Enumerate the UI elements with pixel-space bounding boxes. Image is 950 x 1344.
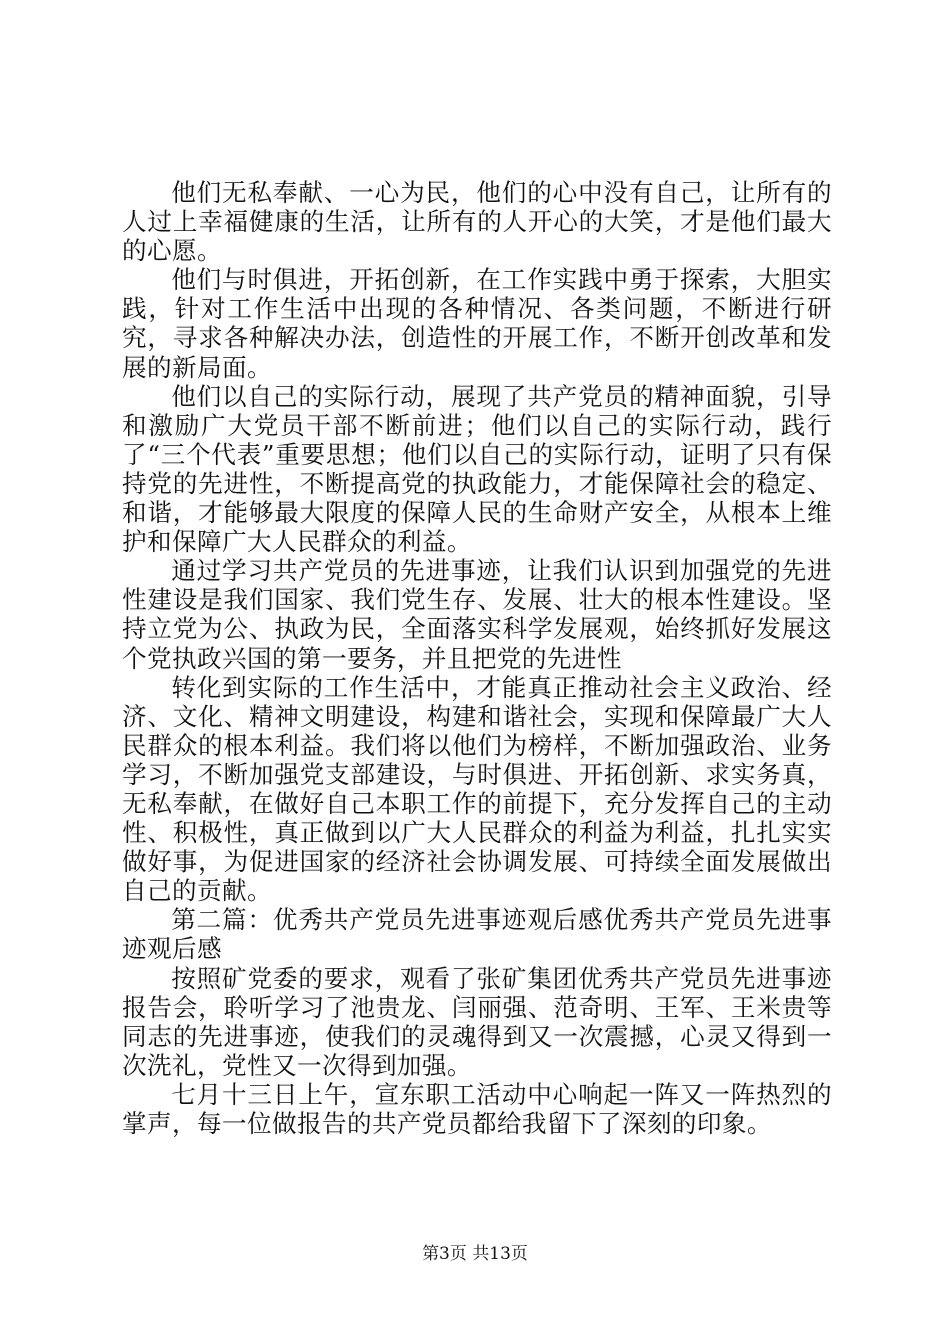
paragraph-3: 他们以自己的实际行动，展现了共产党员的精神面貌，引导和激励广大党员干部不断前进；他们以自己的实际行动，践行了“三个代表”重要思想；他们以自己的实际行动，证明了只有保持党的先进性，不断提高党的执政能力，才能保障社会的稳定、和谐，才能够最大限度的保障人民的生命财产安全，从根本上维护和保障广大人民群众的利益。	[122, 381, 832, 557]
page-number-footer: 第3页 共13页	[422, 1244, 528, 1264]
paragraph-7: 按照矿党委的要求，观看了张矿集团优秀共产党员先进事迹报告会，聆听学习了池贵龙、闫丽强、范奇明、王军、王米贵等同志的先进事迹，使我们的灵魂得到又一次震撼，心灵又得到一次洗礼，党性又一次得到加强。	[122, 963, 832, 1080]
paragraph-5: 转化到实际的工作生活中，才能真正推动社会主义政治、经济、文化、精神文明建设，构建和谐社会，实现和保障最广大人民群众的根本利益。我们将以他们为榜样，不断加强政治、业务学习，不断加强党支部建设，与时俱进、开拓创新、求实务真，无私奉献，在做好自己本职工作的前提下，充分发挥自己的主动性、积极性，真正做到以广大人民群众的利益为利益，扎扎实实做好事，为促进国家的经济社会协调发展、可持续全面发展做出自己的贡献。	[122, 672, 832, 906]
section-heading-paragraph: 第二篇：优秀共产党员先进事迹观后感优秀共产党员先进事迹观后感	[122, 905, 832, 964]
document-body	[122, 178, 832, 1138]
paragraph-8: 七月十三日上午，宣东职工活动中心响起一阵又一阵热烈的掌声，每一位做报告的共产党员都给我留下了深刻的印象。	[122, 1079, 832, 1138]
paragraph-4: 通过学习共产党员的先进事迹，让我们认识到加强党的先进性建设是我们国家、我们党生存、发展、壮大的根本性建设。坚持立党为公、执政为民，全面落实科学发展观，始终抓好发展这个党执政兴国的第一要务，并且把党的先进性	[122, 556, 832, 673]
paragraph-2: 他们与时俱进，开拓创新，在工作实践中勇于探索，大胆实践，针对工作生活中出现的各种情况、各类问题，不断进行研究，寻求各种解决办法，创造性的开展工作，不断开创改革和发展的新局面。	[122, 265, 832, 382]
paragraph-1: 他们无私奉献、一心为民，他们的心中没有自己，让所有的人过上幸福健康的生活，让所有的人开心的大笑，才是他们最大的心愿。	[122, 178, 832, 266]
